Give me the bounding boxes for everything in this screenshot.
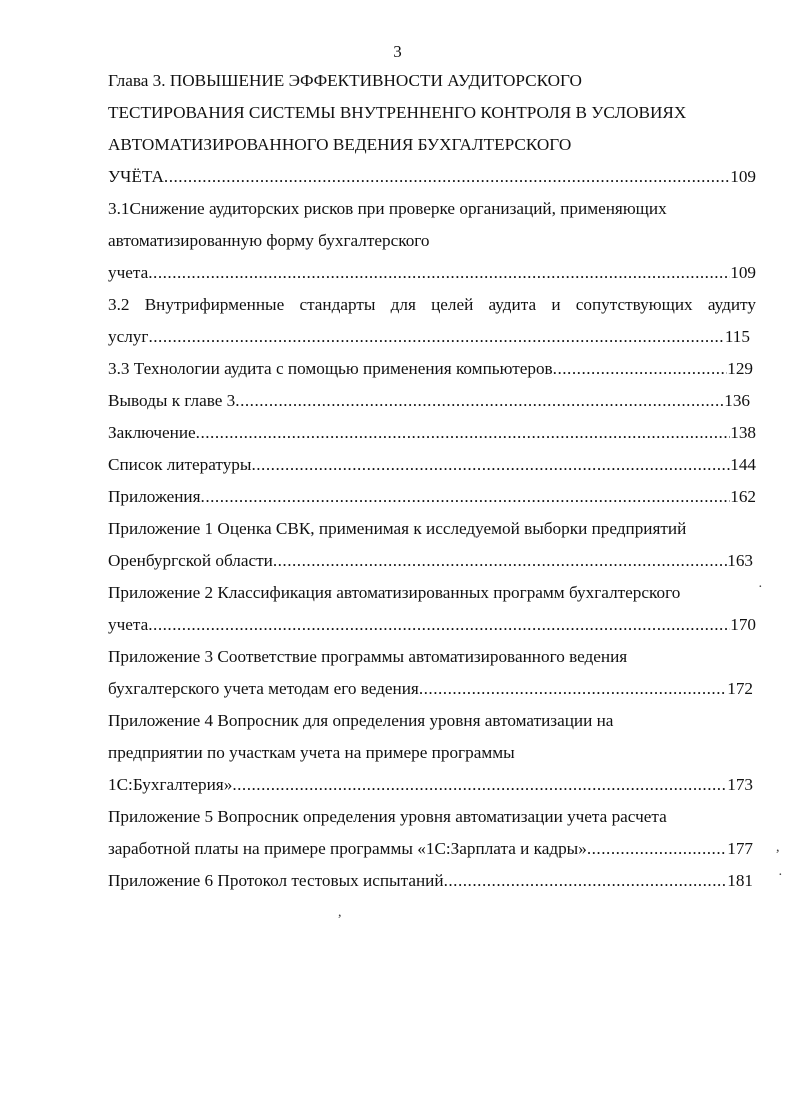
toc-entry-text: Приложение 6 Протокол тестовых испытаний <box>108 871 444 890</box>
toc-entry-references <box>108 452 756 478</box>
leader-dots <box>232 772 727 798</box>
word: сопутствующих <box>575 295 693 314</box>
toc-page-number: 172 <box>727 679 753 698</box>
toc-page-number: 163 <box>727 551 753 570</box>
toc-entry-text: Приложения <box>108 487 201 506</box>
appendix-3-line-1: Приложение 3 Соответствие программы автоматизированного ведения <box>108 647 628 666</box>
appendix-1-line-1: Приложение 1 Оценка СВК, применимая к исследуемой выборки предприятий <box>108 519 687 538</box>
appendix-2-line-1: Приложение 2 Классификация автоматизированных программ бухгалтерского <box>108 583 681 602</box>
scan-speck: , <box>776 840 780 855</box>
leader-dots <box>148 612 730 638</box>
toc-entry-section-3-3 <box>108 356 753 382</box>
chapter-title-line-3: АВТОМАТИЗИРОВАННОГО ВЕДЕНИЯ БУХГАЛТЕРСКОГО <box>108 135 572 154</box>
toc-page-number: 144 <box>730 455 756 474</box>
chapter-title-line-1: Глава 3. ПОВЫШЕНИЕ ЭФФЕКТИВНОСТИ АУДИТОРСКОГО <box>108 71 582 90</box>
toc-page-number: 109 <box>730 167 756 186</box>
toc-entry-text: Заключение <box>108 423 196 442</box>
leader-dots <box>196 420 731 446</box>
leader-dots <box>148 324 724 350</box>
toc-entry-text: УЧЁТА <box>108 167 164 186</box>
section-3-1-line-1: 3.1Снижение аудиторских рисков при проверке организаций, применяющих <box>108 199 667 218</box>
leader-dots <box>201 484 731 510</box>
toc-page-number: 115 <box>724 327 750 346</box>
toc-page-number: 173 <box>727 775 753 794</box>
chapter-title-line-2: ТЕСТИРОВАНИЯ СИСТЕМЫ ВНУТРЕННЕНГО КОНТРОЛЯ В УСЛОВИЯХ <box>108 103 687 122</box>
toc-entry-conclusions-chapter-3 <box>108 388 750 414</box>
toc-entry-text: Выводы к главе 3 <box>108 391 236 410</box>
section-3-1-line-2: автоматизированную форму бухгалтерского <box>108 231 430 250</box>
toc-entry-appendix-1 <box>108 548 753 574</box>
leader-dots <box>148 260 730 286</box>
toc-entry-chapter-3 <box>108 164 756 190</box>
toc-page-number: 109 <box>730 263 756 282</box>
leader-dots <box>444 868 728 894</box>
leader-dots <box>273 548 727 574</box>
toc-entry-appendix-4 <box>108 772 753 798</box>
toc-entry-appendices <box>108 484 756 510</box>
leader-dots <box>419 676 727 702</box>
leader-dots <box>251 452 730 478</box>
leader-dots <box>164 164 730 190</box>
word: 3.2 <box>108 295 130 314</box>
toc-entry-text: 1С:Бухгалтерия» <box>108 775 233 794</box>
scan-speck: · <box>758 580 763 595</box>
word: для <box>390 295 416 314</box>
toc-entry-text: Список литературы <box>108 455 252 474</box>
word: аудита <box>488 295 537 314</box>
toc-entry-text: учета <box>108 263 149 282</box>
toc-page-number: 181 <box>727 871 753 890</box>
toc-page-number: 170 <box>730 615 756 634</box>
appendix-4-line-1: Приложение 4 Вопросник для определения уровня автоматизации на <box>108 711 614 730</box>
toc-page-number: 136 <box>724 391 750 410</box>
word: целей <box>431 295 474 314</box>
toc-page-number: 162 <box>730 487 756 506</box>
toc-entry-text: учета <box>108 615 149 634</box>
toc-entry-text: бухгалтерского учета методам его ведения <box>108 679 419 698</box>
toc-entry-appendix-5 <box>108 836 753 862</box>
toc-entry-text: Оренбургской области <box>108 551 273 570</box>
toc-entry-text: услуг <box>108 327 149 346</box>
scan-speck: · <box>778 868 783 883</box>
toc-entry-conclusion <box>108 420 756 446</box>
toc-entry-appendix-6 <box>108 868 753 894</box>
toc-page-number: 177 <box>727 839 753 858</box>
toc-page-number: 138 <box>730 423 756 442</box>
toc-entry-text: заработной платы на примере программы «1С:Зарплата и кадры» <box>108 839 587 858</box>
word: стандарты <box>299 295 376 314</box>
scan-speck: , <box>338 905 342 920</box>
toc-entry-appendix-3 <box>108 676 753 702</box>
toc-entry-section-3-1 <box>108 260 756 286</box>
appendix-4-line-2: предприятии по участкам учета на примере программы <box>108 743 515 762</box>
section-3-2-line-1 <box>108 292 756 318</box>
word: Внутрифирменные <box>144 295 285 314</box>
toc-entry-text: 3.3 Технологии аудита с помощью применения компьютеров <box>108 359 553 378</box>
toc-entry-appendix-2 <box>108 612 756 638</box>
appendix-5-line-1: Приложение 5 Вопросник определения уровня автоматизации учета расчета <box>108 807 667 826</box>
word: и <box>551 295 561 314</box>
page-number: 3 <box>393 42 402 61</box>
toc-page-number: 129 <box>727 359 753 378</box>
leader-dots <box>587 836 727 862</box>
word: аудиту <box>707 295 756 314</box>
leader-dots <box>235 388 724 414</box>
leader-dots <box>553 356 728 382</box>
toc-entry-section-3-2 <box>108 324 750 350</box>
